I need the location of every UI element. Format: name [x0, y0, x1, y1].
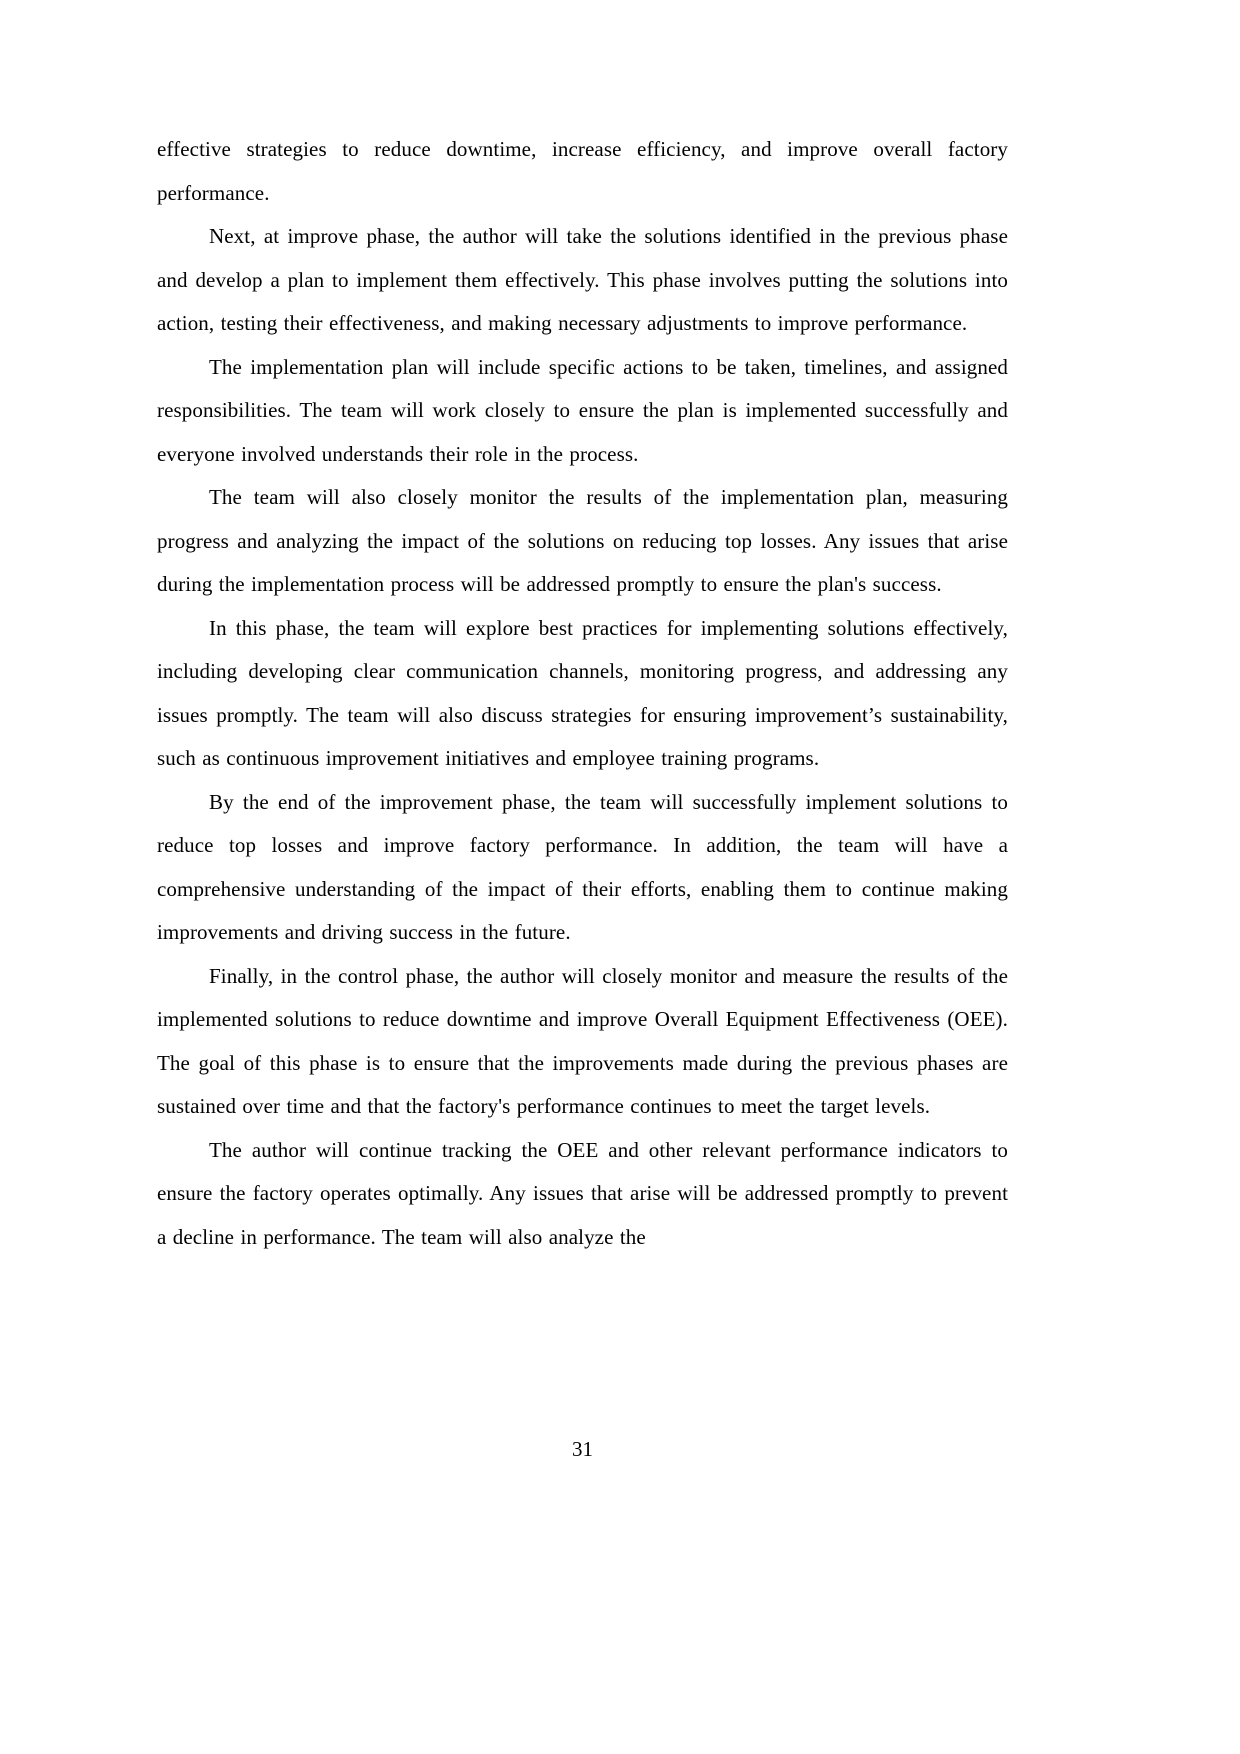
page-number: 31	[572, 1437, 593, 1461]
paragraph-improve-phase-intro: Next, at improve phase, the author will take the solutions identified in the previous phase and develop a plan to implement them effectively. This phase involves putting the solutions into action, testing their effectiveness, and making necessary adjustments to improve performance.	[157, 224, 1008, 335]
paragraph-monitor-results: The team will also closely monitor the results of the implementation plan, measuring progress and analyzing the impact of the solutions on reducing top losses. Any issues that arise during the implementation process will be addressed promptly to ensure the plan's success.	[157, 485, 1008, 596]
paragraph-tracking-oee: The author will continue tracking the OEE and other relevant performance indicators to ensure the factory operates optimally. Any issues that arise will be addressed promptly to prevent a decline in performance. The team will also analyze the	[157, 1137, 1008, 1249]
paragraph-control-phase: Finally, in the control phase, the author will closely monitor and measure the results of the implemented solutions to reduce downtime and improve Overall Equipment Effectiveness (OEE). The goal of this phase is to ensure that the improvements made during the previous phases are sustained over time and that the factory's performance continues to meet the target levels.	[157, 963, 1008, 1118]
paragraph-continuation: effective strategies to reduce downtime, increase efficiency, and improve overall factory performance.	[157, 137, 1008, 205]
paragraph-improvement-outcome: By the end of the improvement phase, the team will successfully implement solutions to reduce top losses and improve factory performance. In addition, the team will have a comprehensive understanding of the impact of their efforts, enabling them to continue making improvements and driving success in the future.	[157, 789, 1008, 944]
body-text	[157, 128, 1008, 1259]
paragraph-implementation-plan: The implementation plan will include specific actions to be taken, timelines, and assigned responsibilities. The team will work closely to ensure the plan is implemented successfully and everyone involved understands their role in the process.	[157, 354, 1008, 466]
paragraph-best-practices: In this phase, the team will explore best practices for implementing solutions effectively, including developing clear communication channels, monitoring progress, and addressing any issues promptly. The team will also discuss strategies for ensuring improvement’s sustainability, such as continuous improvement initiatives and employee training programs.	[157, 615, 1008, 770]
